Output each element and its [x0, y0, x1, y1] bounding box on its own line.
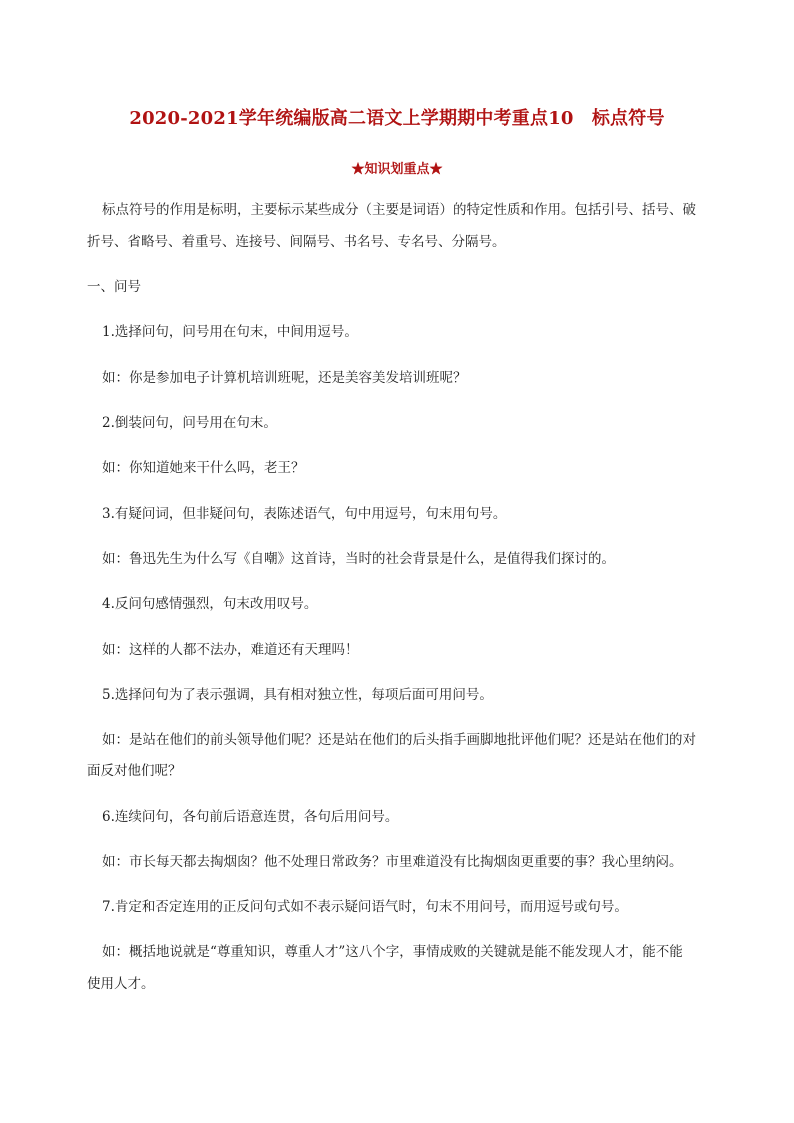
rule-item: 5.选择问句为了表示强调，具有相对独立性，每项后面可用问号。	[102, 687, 493, 703]
rule-item: 1.选择问句，问号用在句末，中间用逗号。	[102, 324, 358, 340]
rule-item: 4.反问句感情强烈，句末改用叹号。	[102, 596, 318, 612]
example-item: 如：概括地说就是“尊重知识，尊重人才”这八个字，事情成败的关键就是能不能发现人才，能不能	[102, 944, 683, 960]
example-item: 如：你知道她来干什么吗，老王？	[102, 460, 305, 476]
rule-item: 3.有疑问词，但非疑问句，表陈述语气，句中用逗号，句末用句号。	[102, 506, 507, 522]
intro-paragraph-line: 折号、省略号、着重号、连接号、间隔号、书名号、专名号、分隔号。	[87, 234, 506, 250]
example-item-continued: 使用人才。	[87, 976, 155, 992]
rule-item: 7.肯定和否定连用的正反问句式如不表示疑问语气时，句末不用问号，而用逗号或句号。	[102, 899, 628, 915]
example-item: 如：市长每天都去掏烟囱？他不处理日常政务？市里难道没有比掏烟囱更重要的事？我心里纳闷。	[102, 854, 683, 870]
example-item: 如：这样的人都不法办，难道还有天理吗！	[102, 642, 359, 658]
intro-paragraph-line: 标点符号的作用是标明，主要标示某些成分（主要是词语）的特定性质和作用。包括引号、括号、破	[102, 202, 696, 218]
section-heading: 一、问号	[87, 279, 141, 295]
example-item: 如：是站在他们的前头领导他们呢？还是站在他们的后头指手画脚地批评他们呢？还是站在他们的对	[102, 732, 696, 748]
rule-item: 2.倒装问句，问号用在句末。	[102, 415, 277, 431]
document-title: 2020-2021学年统编版高二语文上学期期中考重点10 标点符号	[129, 108, 665, 129]
example-item-continued: 面反对他们呢？	[87, 763, 182, 779]
example-item: 如：你是参加电子计算机培训班呢，还是美容美发培训班呢？	[102, 370, 467, 386]
example-item: 如：鲁迅先生为什么写《自嘲》这首诗，当时的社会背景是什么，是值得我们探讨的。	[102, 551, 615, 567]
section-subtitle: ★知识划重点★	[351, 162, 443, 177]
rule-item: 6.连续问句，各句前后语意连贯，各句后用问号。	[102, 809, 399, 825]
